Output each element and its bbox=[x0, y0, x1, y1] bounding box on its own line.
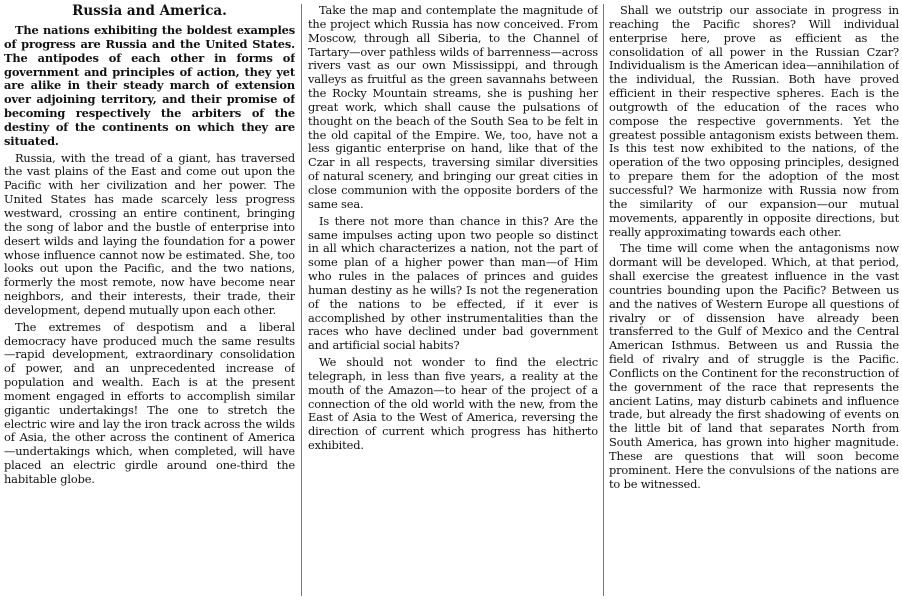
paragraph-7: Shall we outstrip our associate in progress in reaching the Pacific shores? Will individual enterprise here, prove as efficient as the consolidation of all power in the Russian Czar? Individualism is the American idea—annihilation of the individual, the Russian. Both have proved efficient in their respective spheres. Each is the outgrowth of the education of the races who compose the respective governments. Yet the greatest possible antagonism exists between them. Is this test now exhibited to the nations, of the operation of the two opposing principles, designed to prepare them for the adoption of the most successful? We harmonize with Russia now from the similarity of our expansion—our mutual movements, apparently in opposite directions, but really approximating towards each other. bbox=[609, 4, 899, 239]
paragraph-5: Is there not more than chance in this? Are the same impulses acting upon two people so distinct in all which characterizes a nation, not the part of some plan of a higher power than man—of Him who rules in the palaces of princes and guides human destiny as he wills? Is not the regeneration of the nations to be effected, if it ever is accomplished by other instrumentalities than the races who have declined under bad government and artificial social habits? bbox=[308, 213, 598, 353]
paragraph-2: Russia, with the tread of a giant, has traversed the vast plains of the East and come out upon the Pacific with her civilization and her power. The United States has made scarcely less progress westward, crossing an entire continent, bringing the song of labor and the bustle of enterprise into desert wilds and laying the foundation for a power whose influence cannot now be estimated. She, too looks out upon the Pacific, and the two nations, formerly the most remote, now have become near neighbors, and their interests, their trade, their development, depend mutually upon each other. bbox=[4, 150, 295, 317]
column-1 bbox=[4, 4, 295, 598]
paragraph-4: Take the map and contemplate the magnitude of the project which Russia has now conceived. From Moscow, through all Siberia, to the Channel of Tartary—over pathless wilds of barrenness—across rivers vast as our own Mississippi, and through valleys as fruitful as the green savannahs between the Rocky Mountain streams, she is pushing her great work, which shall cause the pulsations of thought on the beach of the South Sea to be felt in the old capital of the Empire. We, too, have not a less gigantic enterprise on hand, like that of the Czar in all respects, traversing similar diversities of natural scenery, and bringing our great cities in close communion with the opposite borders of the same sea. bbox=[308, 4, 598, 211]
column-divider-1 bbox=[301, 4, 302, 596]
column-2 bbox=[308, 4, 598, 598]
paragraph-8: The time will come when the antagonisms now dormant will be developed. Which, at that period, shall exercise the greatest influence in the vast countries bounding upon the Pacific? Between us and the natives of Western Europe all questions of rivalry or of dissension have already been transferred to the Gulf of Mexico and the Central American Isthmus. Between us and Russia the field of rivalry and of struggle is the Pacific. Conflicts on the Continent for the reconstruction of the government of the race that represents the ancient Latins, may disturb cabinets and influence trade, but already the first shadowing of events on the little bit of land that separates North from South America, has grown into higher magnitude. These are questions that will soon become prominent. Here the convulsions of the nations are to be witnessed. bbox=[609, 241, 899, 491]
paragraph-3: The extremes of despotism and a liberal democracy have produced much the same results—rapid development, extraordinary consolidation of power, and an unprecedented increase of population and wealth. Each is at the present moment engaged in efforts to accomplish similar gigantic undertakings! The one to stretch the electric wire and lay the iron track across the wilds of Asia, the other across the continent of America—undertakings which, when completed, will have placed an electric girdle around one-third the habitable globe. bbox=[4, 319, 295, 486]
column-3 bbox=[609, 4, 899, 598]
headline: Russia and America. bbox=[72, 4, 227, 19]
column-divider-2 bbox=[603, 4, 604, 596]
paragraph-1: The nations exhibiting the boldest examples of progress are Russia and the United States. The antipodes of each other in forms of government and principles of action, they yet are alike in their steady march of extension over adjoining territory, and their promise of becoming respectively the arbiters of the destiny of the continents on which they are situated. bbox=[4, 23, 295, 148]
paragraph-6: We should not wonder to find the electric telegraph, in less than five years, a reality at the mouth of the Amazon—to hear of the project of a connection of the old world with the new, from the East of Asia to the West of America, reversing the direction of current which progress has hitherto exhibited. bbox=[308, 355, 598, 453]
